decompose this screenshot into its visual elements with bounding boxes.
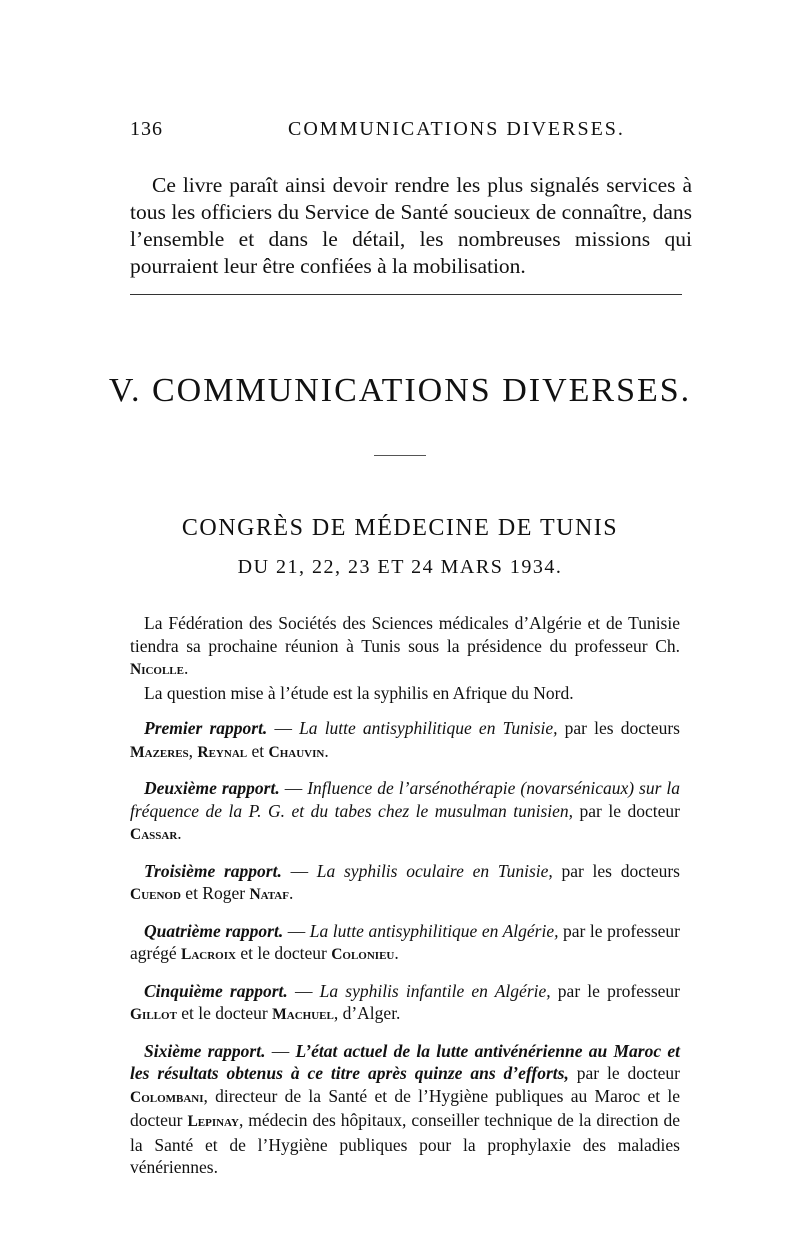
paragraph-question: La question mise à l’étude est la syphilis en Afrique du Nord. [144, 682, 574, 703]
author-name: Cassar [130, 826, 178, 843]
report-label: Quatrième rapport. [144, 920, 284, 941]
paragraph-federation: La Fédération des Sociétés des Sciences médicales d’Algérie et de Tunisie tiendra sa prochaine réunion à Tunis sous la présidence du professeur Ch. Nicolle. [130, 613, 680, 678]
conference-title: CONGRÈS DE MÉDECINE DE TUNIS [181, 515, 619, 541]
report-label: Troisième rapport. [144, 860, 282, 881]
report-6: Sixième rapport. — L’état actuel de la lutte antivénérienne au Maroc et les résultats obtenus à ce titre après quinze ans d’efforts, par le docteur Colombani, directeur de la Santé et de l’Hygiène publiques au Maroc et le docteur Lepinay, médecin des hôpitaux, conseiller technique de la direction de la Santé et de l’Hygiène publiques pour la prophylaxie des maladies vénériennes. [130, 1040, 681, 1177]
report-title: La syphilis oculaire en Tunisie, [316, 860, 553, 881]
section-title: V. COMMUNICATIONS DIVERSES. [108, 372, 692, 409]
conference-dates: DU 21, 22, 23 ET 24 MARS 1934. [237, 556, 563, 578]
section-divider [130, 294, 682, 295]
report-1: Premier rapport. — La lutte antisyphilitique en Tunisie, par les docteurs Mazeres, Reynal et Chauvin. [130, 718, 680, 761]
author-name: Machuel [272, 1006, 334, 1023]
report-title: Influence de l’arsénothérapie (novarsénicaux) sur la fréquence de la P. G. et du tabes chez le musulman tunisien, [130, 778, 680, 821]
author-name: Reynal [197, 743, 248, 761]
short-divider [374, 455, 426, 456]
report-4: Quatrième rapport. — La lutte antisyphilitique en Algérie, par le professeur agrégé Lacroix et le docteur Colonieu. [130, 920, 680, 963]
article-body [130, 612, 680, 1179]
page-number: 136 [130, 118, 163, 140]
author-name: Lacroix [181, 946, 236, 963]
author-name: Nicolle [130, 661, 184, 678]
author-name: Lepinay [187, 1113, 239, 1130]
author-name: Cuenod [130, 886, 181, 903]
report-title: La lutte antisyphilitique en Tunisie, [299, 718, 558, 738]
author-name: Nataf [249, 886, 289, 903]
report-label: Cinquième rapport. [144, 980, 288, 1001]
author-name: Gillot [130, 1006, 177, 1023]
report-label: Premier rapport. [144, 718, 268, 738]
author-name: Chauvin [268, 743, 325, 761]
page-header [130, 118, 692, 148]
report-label: Sixième rapport. [144, 1040, 266, 1061]
running-title: COMMUNICATIONS DIVERSES. [288, 118, 625, 140]
report-label: Deuxième rapport. [144, 778, 280, 798]
intro-paragraph: Ce livre paraît ainsi devoir rendre les plus signalés services à tous les officiers du Service de Santé soucieux de connaître, dans l’ensemble et dans le détail, les nombreuses missions qui pourraient leur être confiées à la mobilisation. [130, 172, 692, 278]
report-title: La lutte antisyphilitique en Algérie, [309, 920, 559, 941]
author-name: Colonieu [331, 946, 395, 963]
report-3: Troisième rapport. — La syphilis oculaire en Tunisie, par les docteurs Cuenod et Roger Nataf. [130, 860, 680, 903]
report-2: Deuxième rapport. — Influence de l’arsénothérapie (novarsénicaux) sur la fréquence de la P. G. et du tabes chez le musulman tunisien, par le docteur Cassar. [130, 778, 680, 843]
report-5: Cinquième rapport. — La syphilis infantile en Algérie, par le professeur Gillot et le docteur Machuel, d’Alger. [130, 980, 680, 1023]
report-title: La syphilis infantile en Algérie, [319, 980, 551, 1001]
author-name: Colombani [130, 1088, 204, 1106]
author-name: Mazeres [130, 743, 189, 761]
report-title: L’état actuel de la lutte antivénérienne au Maroc et les résultats obtenus à ce titre après quinze ans d’efforts, [130, 1040, 681, 1083]
